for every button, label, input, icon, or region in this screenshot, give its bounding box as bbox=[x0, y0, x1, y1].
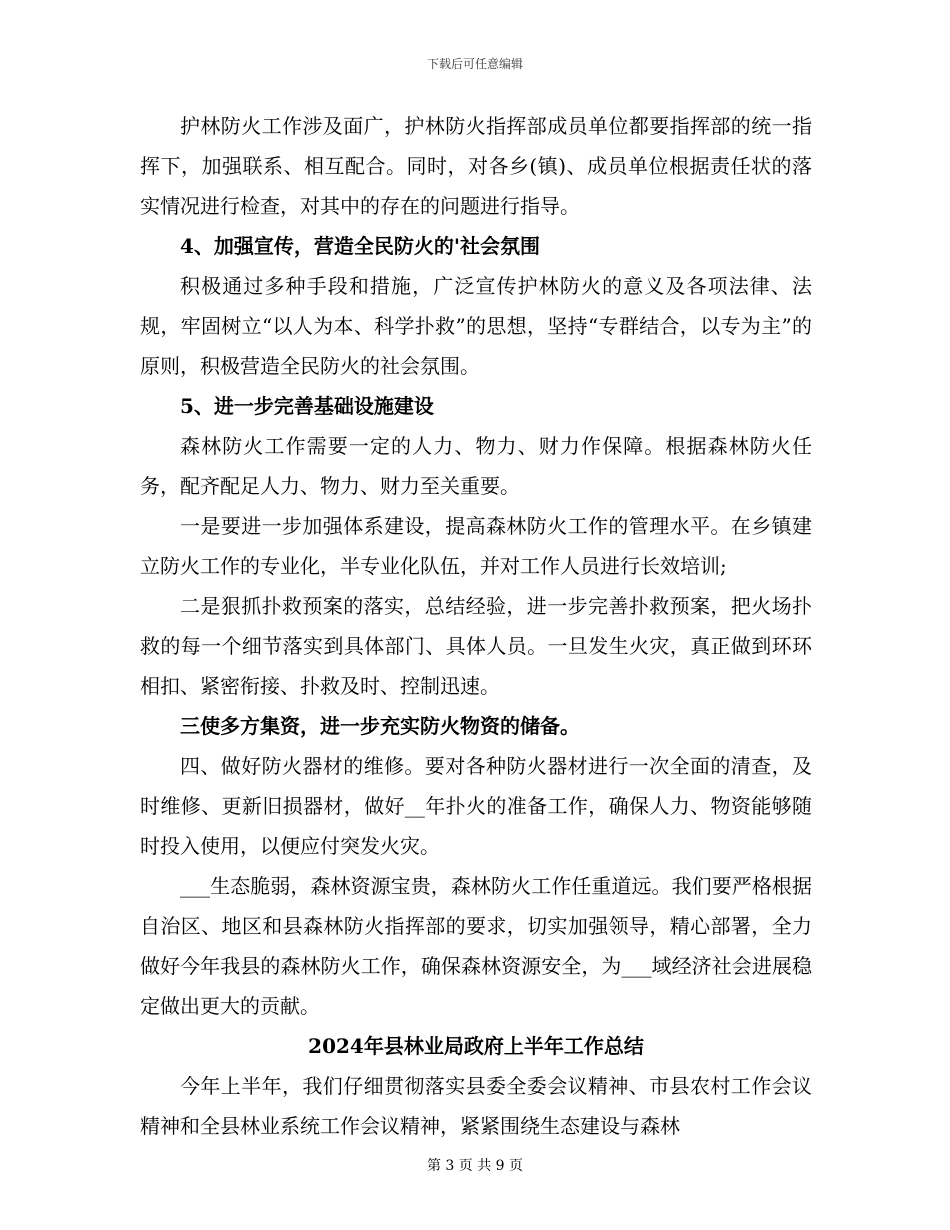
paragraph-system-building: 一是要进一步加强体系建设，提高森林防火工作的管理水平。在乡镇建立防火工作的专业化，半专业化队伍，并对工作人员进行长效培训; bbox=[140, 514, 812, 578]
paragraph-resources: 森林防火工作需要一定的人力、物力、财力作保障。根据森林防火任务，配齐配足人力、物力、财力至关重要。 bbox=[140, 434, 812, 498]
paragraph-fire-coordination: 护林防火工作涉及面广，护林防火指挥部成员单位都要指挥部的统一指挥下，加强联系、相互配合。同时，对各乡(镇)、成员单位根据责任状的落实情况进行检查，对其中的存在的问题进行指导。 bbox=[140, 114, 812, 218]
document-body bbox=[140, 106, 812, 1146]
section-heading-publicity: 4、加强宣传，营造全民防火的'社会氛围 bbox=[180, 234, 541, 258]
section-heading-funding: 三使多方集资，进一步充实防火物资的储备。 bbox=[180, 714, 580, 738]
paragraph-rescue-plan: 二是狠抓扑救预案的落实，总结经验，进一步完善扑救预案，把火场扑救的每一个细节落实到具体部门、具体人员。一旦发生火灾，真正做到环环相扣、紧密衔接、扑救及时、控制迅速。 bbox=[140, 594, 812, 698]
paragraph-publicity: 积极通过多种手段和措施，广泛宣传护林防火的意义及各项法律、法规，牢固树立“以人为本、科学扑救”的思想，坚持“专群结合，以专为主”的原则，积极营造全民防火的社会氛围。 bbox=[140, 274, 812, 378]
document-title: 2024年县林业局政府上半年工作总结 bbox=[308, 1034, 644, 1058]
page-header-note: 下载后可任意编辑 bbox=[426, 57, 523, 71]
page-number: 第 3 页 共 9 页 bbox=[426, 1158, 524, 1174]
paragraph-conclusion: ___生态脆弱，森林资源宝贵，森林防火工作任重道远。我们要严格根据自治区、地区和县森林防火指挥部的要求，切实加强领导，精心部署，全力做好今年我县的森林防火工作，确保森林资源安全，为___域经济社会进展稳定做出更大的贡献。 bbox=[140, 874, 812, 1018]
paragraph-equipment-maintenance: 四、做好防火器材的维修。要对各种防火器材进行一次全面的清查，及时维修、更新旧损器材，做好__年扑火的准备工作，确保人力、物资能够随时投入使用，以便应付突发火灾。 bbox=[140, 754, 812, 858]
section-heading-infrastructure: 5、进一步完善基础设施建设 bbox=[180, 394, 434, 418]
paragraph-summary-intro: 今年上半年，我们仔细贯彻落实县委全委会议精神、市县农村工作会议精神和全县林业系统工作会议精神，紧紧围绕生态建设与森林 bbox=[140, 1074, 812, 1138]
